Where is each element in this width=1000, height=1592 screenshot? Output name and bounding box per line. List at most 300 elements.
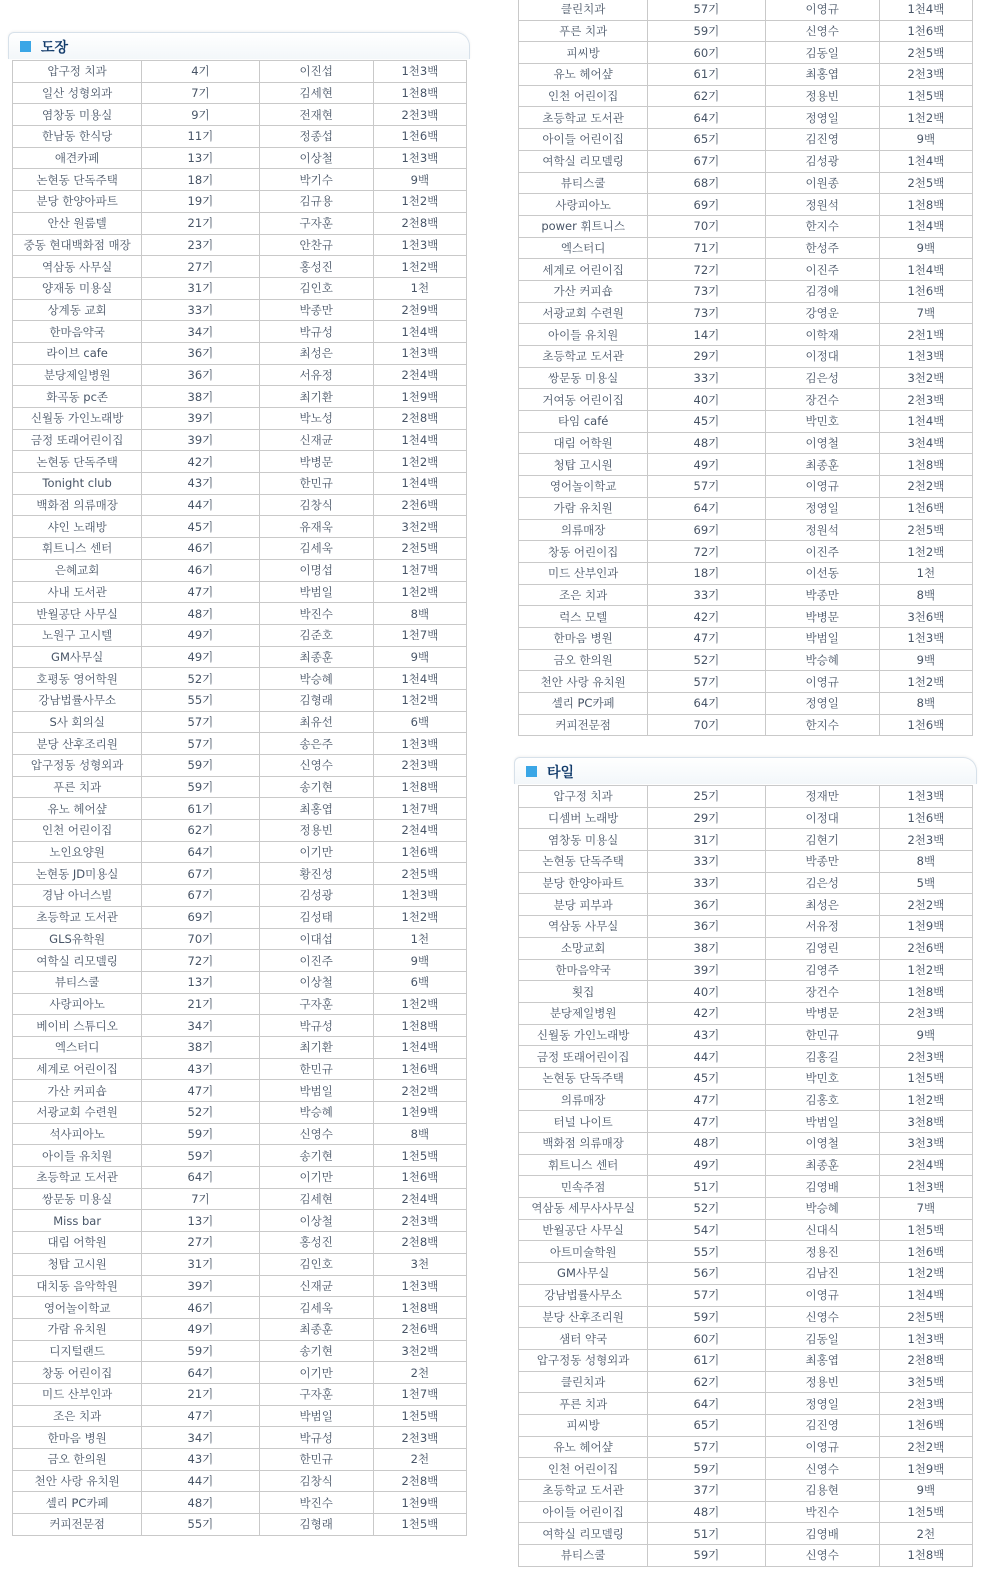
table-row [519,937,973,959]
cell-name: 한지수 [765,215,879,237]
table-row [13,733,467,755]
cell-name: 한민규 [259,1449,373,1471]
table-row [13,863,467,885]
cell-name: 박민호 [765,411,879,433]
cell-gen: 69기 [142,906,259,928]
cell-place: 아트미술학원 [519,1241,648,1263]
cell-place: 분당 한양아파트 [13,191,142,213]
cell-amount: 2천2백 [879,476,972,498]
cell-gen: 39기 [648,959,765,981]
cell-name: 김창식 [259,494,373,516]
cell-place: 석사피아노 [13,1123,142,1145]
cell-name: 이정대 [765,807,879,829]
cell-amount: 2천4백 [373,820,466,842]
cell-place: 휘트니스 센터 [519,1154,648,1176]
table-row [13,755,467,777]
cell-place: 한마음약국 [13,321,142,343]
cell-amount: 1천5백 [879,1501,972,1523]
cell-gen: 45기 [142,516,259,538]
table-row [519,215,973,237]
cell-amount: 1천3백 [373,1275,466,1297]
table-row [13,1102,467,1124]
cell-place: 한마음약국 [519,959,648,981]
cell-amount: 1천4백 [373,668,466,690]
cell-amount: 1천4백 [879,411,972,433]
cell-place: 신월동 가인노래방 [13,408,142,430]
cell-name: 김인호 [259,277,373,299]
tile-header [514,757,977,785]
cell-amount: 8백 [373,603,466,625]
cell-amount: 1천4백 [879,259,972,281]
cell-gen: 23기 [142,234,259,256]
cell-name: 이기만 [259,1362,373,1384]
cell-gen: 62기 [648,1371,765,1393]
cell-name: 송기현 [259,1340,373,1362]
cell-amount: 1천 [373,928,466,950]
cell-place: 금정 또래어린이집 [519,1046,648,1068]
table-row [519,1024,973,1046]
table-row [519,1002,973,1024]
cell-gen: 49기 [142,1318,259,1340]
cell-place: 유노 헤어샾 [13,798,142,820]
cell-gen: 40기 [648,981,765,1003]
cell-gen: 59기 [648,20,765,42]
table-row [519,894,973,916]
cell-gen: 38기 [648,937,765,959]
table-row [13,1080,467,1102]
cell-name: 신대식 [765,1219,879,1241]
cell-name: 김진영 [765,129,879,151]
cell-amount: 2천3백 [373,755,466,777]
table-row [519,324,973,346]
cell-place: 대림 어학원 [519,432,648,454]
table-row [13,776,467,798]
cell-gen: 49기 [648,1154,765,1176]
cell-gen: 62기 [648,85,765,107]
cell-name: 정용빈 [765,85,879,107]
cell-place: 압구정 치과 [519,786,648,808]
table-row [13,993,467,1015]
cell-amount: 1천3백 [373,885,466,907]
cell-amount: 2천5백 [373,538,466,560]
cell-amount: 9백 [373,646,466,668]
cell-name: 박범일 [259,1080,373,1102]
cell-name: 이진주 [765,259,879,281]
cell-gen: 51기 [648,1523,765,1545]
cell-place: 피씨방 [519,1414,648,1436]
cell-place: 횟집 [519,981,648,1003]
cell-amount: 1천2백 [879,107,972,129]
table-row [519,807,973,829]
cell-place: 조은 치과 [13,1405,142,1427]
cell-name: 신영수 [765,1458,879,1480]
cell-place: power 휘트니스 [519,215,648,237]
cell-amount: 1천6백 [879,807,972,829]
cell-place: 서광교회 수련원 [13,1102,142,1124]
cell-gen: 59기 [142,1145,259,1167]
table-row [519,829,973,851]
table-row [13,191,467,213]
cell-gen: 36기 [648,894,765,916]
cell-place: 일산 성형외과 [13,82,142,104]
table-row [519,1111,973,1133]
table-row [13,1123,467,1145]
cell-name: 박종만 [259,299,373,321]
cell-gen: 43기 [142,1449,259,1471]
cell-gen: 65기 [648,1414,765,1436]
cell-amount: 1천6백 [373,841,466,863]
cell-name: 최홍엽 [259,798,373,820]
table-row [13,950,467,972]
cell-gen: 18기 [142,169,259,191]
cell-amount: 1천4백 [879,0,972,20]
cell-name: 박병문 [765,1002,879,1024]
cell-place: 초등학교 도서관 [13,906,142,928]
cell-gen: 27기 [142,1232,259,1254]
cell-gen: 55기 [142,1514,259,1536]
cell-name: 정영일 [765,1393,879,1415]
cell-name: 송기현 [259,776,373,798]
cell-amount: 2천9백 [373,299,466,321]
cell-amount: 3천4백 [879,432,972,454]
cell-amount: 2천1백 [879,324,972,346]
table-row [519,1306,973,1328]
cell-gen: 43기 [142,473,259,495]
cell-amount: 2천2백 [879,1436,972,1458]
cell-name: 김동일 [765,42,879,64]
cell-gen: 68기 [648,172,765,194]
cell-name: 박진수 [259,1492,373,1514]
cell-gen: 27기 [142,256,259,278]
cell-gen: 64기 [648,1393,765,1415]
cell-gen: 47기 [648,627,765,649]
table-row [13,256,467,278]
cell-name: 김진영 [765,1414,879,1436]
cell-amount: 2천3백 [879,1002,972,1024]
tile-table [518,785,973,1567]
cell-amount: 1천4백 [373,321,466,343]
table-row [519,872,973,894]
cell-name: 이학재 [765,324,879,346]
cell-gen: 29기 [648,346,765,368]
table-row [519,606,973,628]
cell-place: 샘터 약국 [519,1328,648,1350]
cell-gen: 44기 [648,1046,765,1068]
cell-amount: 2천4백 [373,364,466,386]
table-row [519,0,973,20]
cell-name: 최종훈 [259,646,373,668]
cell-amount: 1천6백 [879,280,972,302]
table-row [519,519,973,541]
cell-place: 압구정동 성형외과 [13,755,142,777]
cell-name: 김홍길 [765,1046,879,1068]
cell-place: 터널 나이트 [519,1111,648,1133]
cell-amount: 2천5백 [879,172,972,194]
cell-gen: 64기 [648,497,765,519]
cell-amount: 1천3백 [879,786,972,808]
cell-gen: 45기 [648,411,765,433]
dojang-header [8,32,470,60]
table-row [519,714,973,736]
cell-place: 유노 헤어샾 [519,1436,648,1458]
cell-place: 미드 산부인과 [519,562,648,584]
cell-name: 박범일 [259,581,373,603]
cell-place: 럭스 모텔 [519,606,648,628]
table-row [13,1275,467,1297]
table-row [519,1154,973,1176]
table-row [519,42,973,64]
cell-name: 이진주 [765,541,879,563]
cell-name: 박범일 [765,627,879,649]
cell-gen: 21기 [142,1383,259,1405]
table-row [519,454,973,476]
cell-name: 이상철 [259,971,373,993]
cell-place: GLS유학원 [13,928,142,950]
cell-amount: 2천8백 [373,1232,466,1254]
cell-gen: 33기 [142,299,259,321]
cell-gen: 48기 [142,1492,259,1514]
cell-place: 라이브 cafe [13,342,142,364]
table-row [519,1067,973,1089]
cell-name: 박종만 [765,851,879,873]
cell-name: 김인호 [259,1253,373,1275]
table-row [13,321,467,343]
cell-place: 청탑 고시원 [519,454,648,476]
cell-amount: 2천3백 [373,1210,466,1232]
cell-gen: 36기 [142,364,259,386]
cell-gen: 48기 [648,1133,765,1155]
cell-gen: 62기 [142,820,259,842]
cell-name: 김창식 [259,1470,373,1492]
cell-amount: 1천2백 [373,191,466,213]
cell-amount: 7백 [879,1198,972,1220]
cell-amount: 2천5백 [879,1306,972,1328]
cell-amount: 1천8백 [373,776,466,798]
cell-name: 박진수 [259,603,373,625]
cell-gen: 60기 [648,1328,765,1350]
cell-place: 천안 사랑 유치원 [13,1470,142,1492]
cell-name: 김준호 [259,624,373,646]
cell-name: 이선동 [765,562,879,584]
table-row [519,172,973,194]
table-row [13,711,467,733]
cell-gen: 47기 [142,1080,259,1102]
cell-gen: 70기 [648,714,765,736]
table-row [519,1480,973,1502]
cell-gen: 42기 [648,606,765,628]
table-row [13,408,467,430]
cell-gen: 52기 [142,1102,259,1124]
cell-name: 김형래 [259,1514,373,1536]
cell-amount: 6백 [373,971,466,993]
table-row [13,386,467,408]
table-row [519,1046,973,1068]
cell-amount: 1천2백 [879,1263,972,1285]
cell-place: 은혜교회 [13,559,142,581]
table-row [13,581,467,603]
square-bullet-icon [526,766,537,777]
cell-gen: 38기 [142,386,259,408]
cell-place: 노원구 고시텔 [13,624,142,646]
cell-gen: 31기 [142,1253,259,1275]
cell-place: 한남동 한식당 [13,126,142,148]
cell-place: 논현동 단독주택 [13,169,142,191]
cell-place: 창동 어린이집 [519,541,648,563]
table-row [13,1470,467,1492]
cell-gen: 73기 [648,302,765,324]
cell-amount: 1천4백 [373,429,466,451]
cell-amount: 2천5백 [373,863,466,885]
cell-place: 소망교회 [519,937,648,959]
table-row [13,820,467,842]
cell-gen: 51기 [648,1176,765,1198]
cell-name: 이명섭 [259,559,373,581]
cell-name: 김성광 [259,885,373,907]
cell-gen: 59기 [142,776,259,798]
cell-gen: 18기 [648,562,765,584]
cell-amount: 2천8백 [879,1349,972,1371]
table-row [13,689,467,711]
cell-amount: 1천2백 [879,541,972,563]
cell-name: 김세현 [259,1188,373,1210]
cell-gen: 40기 [648,389,765,411]
cell-place: 인천 어린이집 [519,85,648,107]
cell-gen: 33기 [648,367,765,389]
cell-amount: 5백 [879,872,972,894]
cell-place: 피씨방 [519,42,648,64]
cell-name: 박기수 [259,169,373,191]
cell-gen: 55기 [142,689,259,711]
table-row [519,584,973,606]
cell-place: 압구정동 성형외과 [519,1349,648,1371]
cell-amount: 9백 [879,237,972,259]
table-row [13,538,467,560]
table-row [13,1340,467,1362]
cell-place: 엑스터디 [13,1036,142,1058]
cell-amount: 2천6백 [373,1318,466,1340]
cell-place: 금오 한의원 [13,1449,142,1471]
table-row [13,234,467,256]
table-row [13,1015,467,1037]
cell-gen: 31기 [142,277,259,299]
cell-name: 이상철 [259,147,373,169]
cell-amount: 1천6백 [373,1167,466,1189]
cell-place: 여학실 리모델링 [519,1523,648,1545]
table-row [13,1232,467,1254]
square-bullet-icon [20,41,31,52]
cell-place: 논현동 단독주택 [519,851,648,873]
cell-amount: 1천6백 [879,20,972,42]
cell-name: 김성광 [765,150,879,172]
table-row [519,671,973,693]
table-row [13,1297,467,1319]
cell-name: 신영수 [259,1123,373,1145]
cell-place: 서광교회 수련원 [519,302,648,324]
cell-name: 김동일 [765,1328,879,1350]
cell-amount: 3천3백 [879,1133,972,1155]
table-row [519,1328,973,1350]
cell-amount: 1천4백 [879,150,972,172]
cell-place: 뷰티스쿨 [13,971,142,993]
cell-gen: 67기 [142,885,259,907]
cell-name: 이영규 [765,0,879,20]
cell-place: 양재동 미용실 [13,277,142,299]
cell-name: 박규성 [259,1427,373,1449]
cell-name: 박노성 [259,408,373,430]
cell-gen: 45기 [648,1067,765,1089]
cell-gen: 33기 [648,872,765,894]
cell-name: 최성은 [765,894,879,916]
cell-place: 가람 유치원 [519,497,648,519]
cell-name: 이정대 [765,346,879,368]
cell-gen: 48기 [142,603,259,625]
cell-amount: 2천3백 [373,1427,466,1449]
cell-name: 김홍호 [765,1089,879,1111]
cell-gen: 57기 [142,733,259,755]
table-row [519,562,973,584]
cell-amount: 1천3백 [373,61,466,83]
cell-amount: 1천3백 [373,234,466,256]
cell-name: 최종훈 [765,1154,879,1176]
table-row [13,451,467,473]
table-row [13,212,467,234]
cell-place: 조은 치과 [519,584,648,606]
table-row [13,841,467,863]
cell-name: 이상철 [259,1210,373,1232]
cell-name: 이기만 [259,1167,373,1189]
cell-place: 천안 사랑 유치원 [519,671,648,693]
table-row [13,1036,467,1058]
cell-gen: 46기 [142,538,259,560]
cell-amount: 1천9백 [373,386,466,408]
cell-gen: 57기 [648,476,765,498]
cell-gen: 13기 [142,1210,259,1232]
cell-amount: 9백 [879,1480,972,1502]
cell-gen: 29기 [648,807,765,829]
cell-name: 안찬규 [259,234,373,256]
cell-name: 홍성진 [259,256,373,278]
dojang-continued-table [518,0,973,736]
cell-name: 박범일 [259,1405,373,1427]
cell-amount: 1천9백 [373,1492,466,1514]
cell-place: 대림 어학원 [13,1232,142,1254]
cell-place: 역삼동 세무사사무실 [519,1198,648,1220]
cell-place: 여학실 리모델링 [519,150,648,172]
cell-amount: 2천6백 [373,494,466,516]
cell-amount: 2천3백 [879,1046,972,1068]
cell-amount: 2천 [373,1362,466,1384]
cell-gen: 67기 [142,863,259,885]
cell-gen: 43기 [648,1024,765,1046]
cell-name: 한민규 [259,1058,373,1080]
table-row [519,959,973,981]
cell-name: 김영배 [765,1176,879,1198]
cell-place: 금정 또래어린이집 [13,429,142,451]
cell-name: 박진수 [765,1501,879,1523]
cell-amount: 1천3백 [373,733,466,755]
cell-gen: 73기 [648,280,765,302]
cell-gen: 48기 [648,1501,765,1523]
cell-place: 영어놀이학교 [13,1297,142,1319]
cell-gen: 57기 [648,1436,765,1458]
cell-place: 클린치과 [519,1371,648,1393]
table-row [13,277,467,299]
cell-gen: 64기 [142,1362,259,1384]
cell-amount: 1천4백 [879,215,972,237]
cell-amount: 2천4백 [879,1154,972,1176]
cell-name: 이영규 [765,476,879,498]
cell-name: 구자훈 [259,212,373,234]
